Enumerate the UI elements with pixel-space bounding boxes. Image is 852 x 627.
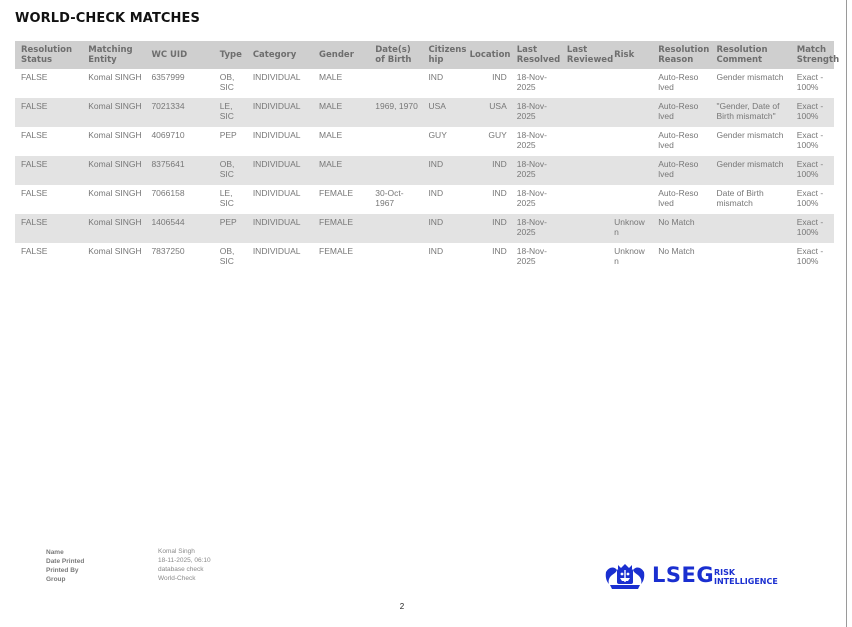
- table-cell: IND: [464, 214, 511, 243]
- table-cell: INDIVIDUAL: [252, 188, 301, 198]
- table-cell: Komal SINGH: [88, 130, 142, 140]
- table-cell: Auto-Reso lved: [652, 98, 710, 127]
- table-cell: Komal SINGH: [88, 246, 142, 256]
- table-cell: Exact - 100%: [796, 246, 824, 266]
- table-cell: Exact - 100%: [791, 156, 834, 185]
- table-cell: [608, 69, 652, 98]
- column-header: Matching Entity: [82, 41, 145, 69]
- table-cell: FEMALE: [313, 214, 369, 243]
- column-header: Resolution Comment: [710, 41, 790, 69]
- table-cell: Auto-Reso lved: [658, 72, 699, 92]
- table-cell: [608, 185, 652, 214]
- printed-by-value: database check: [158, 566, 204, 573]
- table-cell: [561, 185, 608, 214]
- table-cell: LE, SIC: [214, 98, 247, 127]
- printed-by-label: Printed By: [46, 567, 79, 574]
- table-cell: 18-Nov-2025: [516, 130, 547, 150]
- table-cell: FALSE: [21, 130, 48, 140]
- table-cell: OB, SIC: [214, 156, 247, 185]
- column-header: WC UID: [145, 41, 213, 69]
- table-cell: [710, 214, 790, 243]
- table-cell: 18-Nov-2025: [516, 188, 547, 208]
- page-number: 2: [399, 602, 405, 611]
- table-cell: 8375641: [145, 156, 213, 185]
- table-cell: 1969, 1970: [369, 98, 422, 127]
- lseg-wordmark: LSEG: [652, 563, 715, 587]
- page-edge-rule: [846, 0, 847, 627]
- group-value: World-Check: [158, 575, 196, 582]
- table-body: [15, 69, 834, 272]
- table-cell: 6357999: [151, 72, 185, 82]
- table-cell: [608, 98, 652, 127]
- table-cell: INDIVIDUAL: [247, 98, 313, 127]
- table-cell: Auto-Reso lved: [652, 156, 710, 185]
- table-cell: [608, 127, 652, 156]
- table-cell: Gender mismatch: [716, 130, 784, 140]
- lseg-lion-crest-icon: [604, 564, 646, 590]
- table-cell: FALSE: [15, 156, 82, 185]
- table-cell: INDIVIDUAL: [252, 130, 301, 140]
- lseg-subtitle-line-2: INTELLIGENCE: [714, 577, 778, 586]
- table-cell: OB, SIC: [219, 246, 235, 266]
- table-cell: [561, 156, 608, 185]
- table-cell: Unknown: [614, 246, 645, 266]
- table-cell: OB, SIC: [219, 72, 235, 92]
- table-cell: PEP: [214, 214, 247, 243]
- table-cell: LE, SIC: [219, 188, 234, 208]
- table-cell: MALE: [319, 72, 343, 82]
- column-header: Type: [214, 41, 247, 69]
- table-cell: Unknown: [608, 214, 652, 243]
- table-cell: INDIVIDUAL: [247, 156, 313, 185]
- date-printed-value: 18-11-2025, 06:10: [158, 557, 211, 564]
- name-label: Name: [46, 549, 64, 556]
- table-cell: [561, 243, 608, 272]
- table-cell: [369, 127, 422, 156]
- table-cell: Exact - 100%: [791, 214, 834, 243]
- table-cell: [561, 98, 608, 127]
- lseg-logo: [604, 563, 784, 591]
- table-cell: Exact - 100%: [796, 72, 824, 92]
- table-cell: FEMALE: [319, 188, 354, 198]
- table-row: [15, 243, 834, 272]
- header-row: [15, 41, 834, 69]
- table-cell: 30-Oct-1967: [375, 188, 404, 208]
- table-cell: 18-Nov-2025: [511, 98, 561, 127]
- name-value: Komal Singh: [158, 548, 195, 555]
- table-cell: No Match: [658, 246, 695, 256]
- table-cell: "Gender, Date of Birth mismatch": [710, 98, 790, 127]
- table-row: [15, 98, 834, 127]
- table-cell: [561, 127, 608, 156]
- table-cell: Exact - 100%: [791, 98, 834, 127]
- table-cell: 7021334: [145, 98, 213, 127]
- table-row: [15, 127, 834, 156]
- column-header: Resolution Status: [15, 41, 82, 69]
- table-cell: 18-Nov-2025: [511, 156, 561, 185]
- table-cell: Date of Birth mismatch: [716, 188, 764, 208]
- table-cell: 1406544: [145, 214, 213, 243]
- table-cell: [710, 243, 790, 272]
- column-header: Gender: [313, 41, 369, 69]
- table-cell: IND: [492, 246, 507, 256]
- lseg-subtitle: [714, 568, 778, 586]
- table-cell: Komal SINGH: [82, 156, 145, 185]
- table-row: [15, 185, 834, 214]
- column-header: Location: [464, 41, 511, 69]
- column-header: Last Reviewed: [561, 41, 608, 69]
- world-check-matches-table: [15, 41, 840, 272]
- table-cell: IND: [464, 156, 511, 185]
- table-cell: [369, 69, 422, 98]
- table-cell: Komal SINGH: [82, 98, 145, 127]
- table-cell: Exact - 100%: [796, 188, 824, 208]
- table-row: [15, 156, 834, 185]
- table-cell: IND: [428, 246, 444, 256]
- table-cell: FALSE: [15, 214, 82, 243]
- table-cell: 18-Nov-2025: [516, 246, 547, 266]
- table-cell: Gender mismatch: [710, 156, 790, 185]
- table-cell: IND: [422, 156, 463, 185]
- table-cell: FALSE: [21, 246, 48, 256]
- table-cell: [369, 243, 422, 272]
- column-header: Match Strength: [791, 41, 834, 69]
- table-header: [15, 41, 840, 69]
- table-cell: Auto-Reso lved: [658, 130, 699, 150]
- table-cell: IND: [422, 214, 463, 243]
- table-cell: 18-Nov-2025: [511, 214, 561, 243]
- column-header: Resolution Reason: [652, 41, 710, 69]
- column-header: Last Resolved: [511, 41, 561, 69]
- table-cell: [369, 156, 422, 185]
- table-cell: INDIVIDUAL: [252, 72, 301, 82]
- table-cell: IND: [428, 188, 444, 198]
- table-cell: No Match: [652, 214, 710, 243]
- table-cell: Komal SINGH: [82, 214, 145, 243]
- table-cell: IND: [492, 188, 507, 198]
- table-cell: [608, 156, 652, 185]
- page-title: WORLD-CHECK MATCHES: [15, 11, 200, 26]
- table-cell: [561, 69, 608, 98]
- table-cell: INDIVIDUAL: [252, 246, 301, 256]
- table-cell: 7837250: [151, 246, 185, 256]
- table-cell: IND: [492, 72, 507, 82]
- table-cell: INDIVIDUAL: [247, 214, 313, 243]
- column-header: Date(s) of Birth: [369, 41, 422, 69]
- table-cell: Auto-Reso lved: [658, 188, 699, 208]
- group-label: Group: [46, 576, 66, 583]
- table-row: [15, 69, 834, 98]
- table-cell: Exact - 100%: [796, 130, 824, 150]
- table-cell: Gender mismatch: [716, 72, 784, 82]
- lseg-subtitle-line-1: RISK: [714, 568, 736, 577]
- date-printed-label: Date Printed: [46, 558, 85, 565]
- table-cell: Komal SINGH: [88, 72, 142, 82]
- column-header: Risk: [608, 41, 652, 69]
- table-cell: IND: [428, 72, 444, 82]
- table-cell: GUY: [488, 130, 507, 140]
- table-cell: USA: [464, 98, 511, 127]
- column-header: Category: [247, 41, 313, 69]
- table-cell: [561, 214, 608, 243]
- table-cell: FALSE: [21, 72, 48, 82]
- table-cell: MALE: [319, 130, 343, 140]
- table-cell: FEMALE: [319, 246, 354, 256]
- table-cell: GUY: [428, 130, 447, 140]
- column-header: Citizens hip: [422, 41, 463, 69]
- table-cell: 18-Nov-2025: [516, 72, 547, 92]
- table-cell: FALSE: [15, 98, 82, 127]
- table-cell: FALSE: [21, 188, 48, 198]
- table-cell: MALE: [313, 156, 369, 185]
- table-cell: 7066158: [151, 188, 185, 198]
- table-row: [15, 214, 834, 243]
- table-cell: USA: [422, 98, 463, 127]
- table-cell: PEP: [219, 130, 237, 140]
- table-cell: 4069710: [151, 130, 185, 140]
- table-cell: [369, 214, 422, 243]
- table-cell: MALE: [313, 98, 369, 127]
- table-cell: Komal SINGH: [88, 188, 142, 198]
